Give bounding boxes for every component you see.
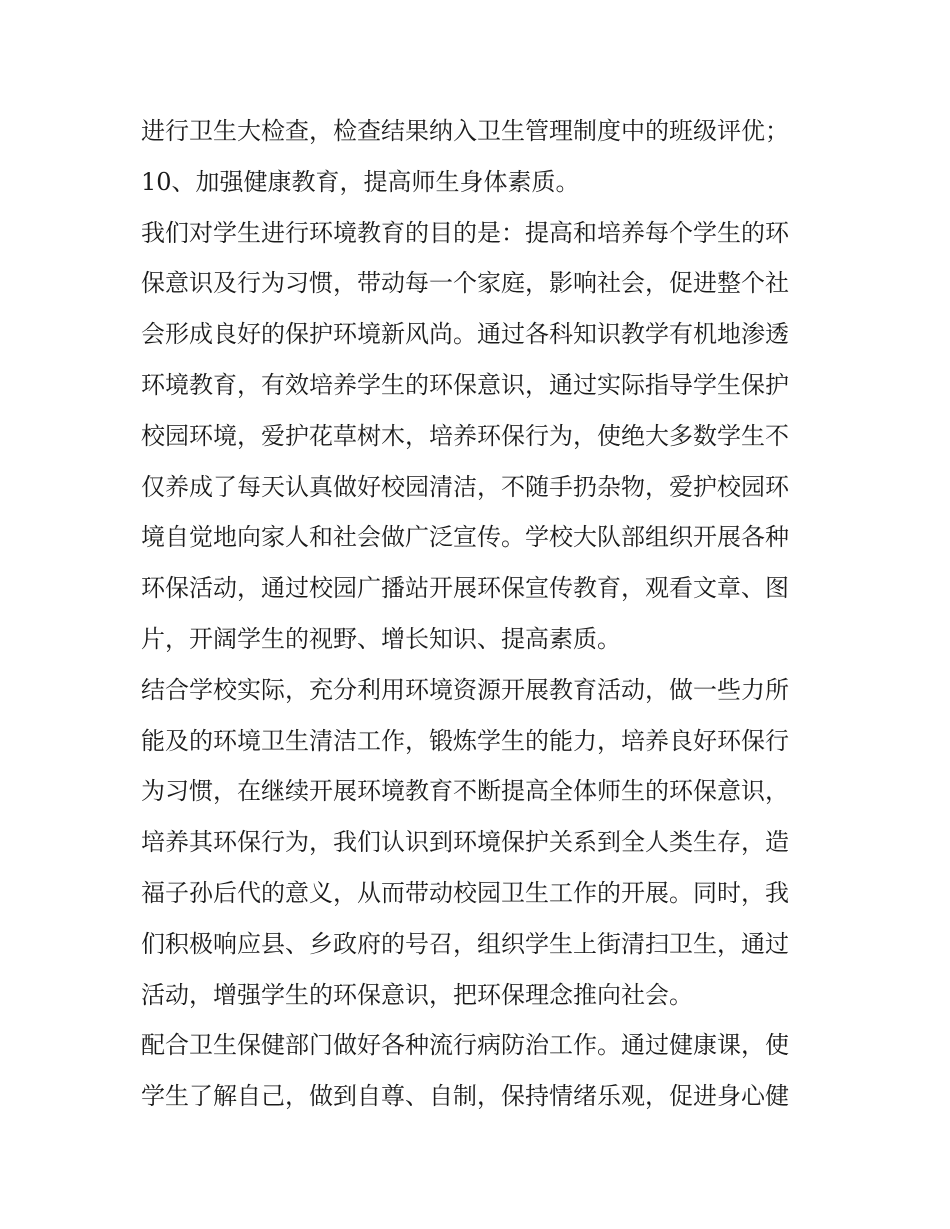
text-line-3: 我们对学生进行环境教育的目的是：提高和培养每个学生的环: [141, 218, 789, 247]
text-line-8: 仅养成了每天认真做好校园清洁，不随手扔杂物，爱护校园环: [141, 472, 789, 501]
text-line-15: 培养其环保行为，我们认识到环境保护关系到全人类生存，造: [141, 828, 789, 857]
text-line-19: 配合卫生保健部门做好各种流行病防治工作。通过健康课，使: [141, 1031, 789, 1060]
text-line-5: 会形成良好的保护环境新风尚。通过各科知识教学有机地渗透: [141, 320, 789, 349]
text-line-16: 福子孙后代的意义，从而带动校园卫生工作的开展。同时，我: [141, 878, 789, 907]
text-line-9: 境自觉地向家人和社会做广泛宣传。学校大队部组织开展各种: [141, 523, 789, 552]
text-line-20: 学生了解自己，做到自尊、自制，保持情绪乐观，促进身心健: [141, 1082, 789, 1111]
text-line-18: 活动，增强学生的环保意识，把环保理念推向社会。: [141, 980, 693, 1009]
text-line-12: 结合学校实际，充分利用环境资源开展教育活动，做一些力所: [141, 675, 789, 704]
text-line-14: 为习惯，在继续开展环境教育不断提高全体师生的环保意识，: [141, 777, 789, 806]
text-line-11: 片，开阔学生的视野、增长知识、提高素质。: [141, 624, 621, 653]
body-text: [141, 106, 821, 1122]
text-line-2: 10、加强健康教育，提高师生身体素质。: [141, 167, 580, 196]
text-line-7: 校园环境，爱护花草树木，培养环保行为，使绝大多数学生不: [141, 421, 789, 450]
text-line-10: 环保活动，通过校园广播站开展环保宣传教育，观看文章、图: [141, 574, 789, 603]
text-line-1: 进行卫生大检查，检查结果纳入卫生管理制度中的班级评优；: [141, 117, 789, 145]
text-line-6: 环境教育，有效培养学生的环保意识，通过实际指导学生保护: [141, 370, 789, 399]
text-line-13: 能及的环境卫生清洁工作，锻炼学生的能力，培养良好环保行: [141, 726, 789, 755]
text-line-4: 保意识及行为习惯，带动每一个家庭，影响社会，促进整个社: [141, 269, 789, 298]
text-line-17: 们积极响应县、乡政府的号召，组织学生上街清扫卫生，通过: [141, 929, 789, 958]
